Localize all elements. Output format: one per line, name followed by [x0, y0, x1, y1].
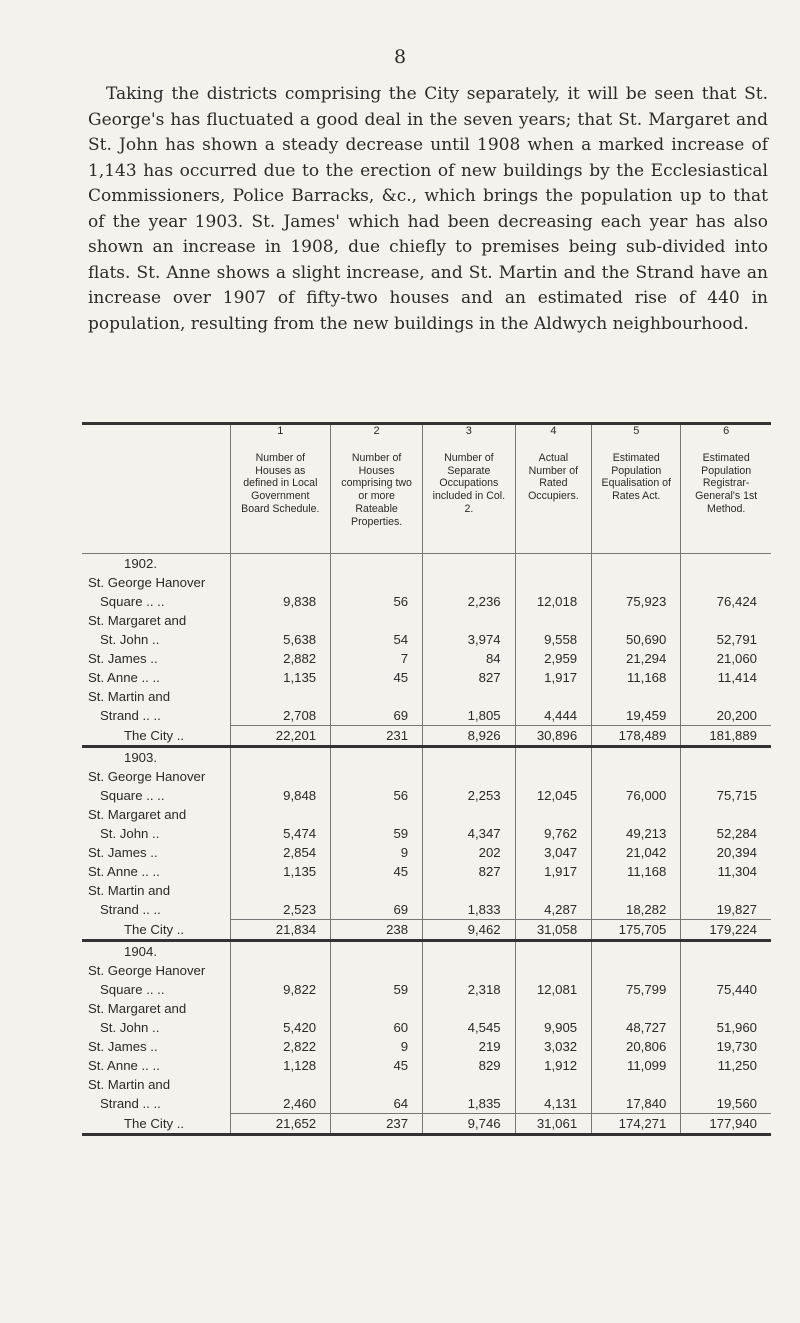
value-cell: 21,042: [592, 843, 681, 862]
value-cell: 11,099: [592, 1056, 681, 1075]
total-cell: 31,061: [515, 1114, 592, 1135]
empty-cell: [515, 767, 592, 786]
empty-cell: [681, 961, 771, 980]
empty-cell: [331, 881, 423, 900]
table-header: [82, 424, 771, 554]
empty-cell: [592, 941, 681, 962]
empty-cell: [331, 573, 423, 592]
empty-cell: [515, 554, 592, 574]
total-cell: 237: [331, 1114, 423, 1135]
empty-cell: [423, 941, 516, 962]
value-cell: 9,558: [515, 630, 592, 649]
district-label: St. Martin and: [88, 883, 171, 898]
value-cell: 1,912: [515, 1056, 592, 1075]
district-label: St. Martin and: [88, 1077, 171, 1092]
table-row: [82, 862, 771, 881]
value-cell: 9,905: [515, 1018, 592, 1037]
total-cell: 9,746: [423, 1114, 516, 1135]
year-row: [82, 941, 771, 962]
district-label: Square .. ..: [100, 788, 165, 803]
value-cell: 56: [331, 786, 423, 805]
value-cell: 11,168: [592, 668, 681, 687]
value-cell: 59: [331, 824, 423, 843]
total-cell: 21,834: [230, 920, 331, 941]
empty-cell: [331, 767, 423, 786]
empty-cell: [230, 554, 331, 574]
empty-cell: [681, 999, 771, 1018]
table-row: [82, 767, 771, 786]
empty-cell: [681, 805, 771, 824]
value-cell: 1,135: [230, 668, 331, 687]
value-cell: 2,253: [423, 786, 516, 805]
table-row: [82, 1037, 771, 1056]
empty-cell: [331, 805, 423, 824]
district-label: St. John ..: [100, 632, 160, 647]
empty-cell: [515, 1075, 592, 1094]
column-header: 6 Estimated Population Registrar-General's 1st Method.: [681, 424, 771, 554]
empty-cell: [681, 767, 771, 786]
empty-cell: [681, 881, 771, 900]
value-cell: 1,128: [230, 1056, 331, 1075]
value-cell: 48,727: [592, 1018, 681, 1037]
empty-cell: [592, 881, 681, 900]
value-cell: 52,284: [681, 824, 771, 843]
value-cell: 2,460: [230, 1094, 331, 1114]
empty-cell: [423, 747, 516, 768]
table-body: [82, 554, 771, 1137]
value-cell: 11,250: [681, 1056, 771, 1075]
district-label: Square .. ..: [100, 982, 165, 997]
district-label: Strand .. ..: [100, 1096, 161, 1112]
value-cell: 3,047: [515, 843, 592, 862]
value-cell: 4,444: [515, 706, 592, 726]
value-cell: 5,474: [230, 824, 331, 843]
header-blank: [82, 424, 230, 554]
empty-cell: [331, 747, 423, 768]
empty-cell: [681, 1075, 771, 1094]
total-cell: 238: [331, 920, 423, 941]
total-label: The City ..: [124, 727, 185, 743]
empty-cell: [230, 805, 331, 824]
population-table: [82, 422, 771, 1136]
empty-cell: [423, 805, 516, 824]
value-cell: 69: [331, 706, 423, 726]
table-row: [82, 805, 771, 824]
total-cell: 178,489: [592, 726, 681, 747]
total-cell: 31,058: [515, 920, 592, 941]
value-cell: 60: [331, 1018, 423, 1037]
year-row: [82, 747, 771, 768]
year-label: 1902.: [82, 554, 230, 574]
table-row: [82, 999, 771, 1018]
empty-cell: [681, 573, 771, 592]
value-cell: 2,959: [515, 649, 592, 668]
column-header: 4 Actual Number of Rated Occupiers.: [515, 424, 592, 554]
value-cell: 1,917: [515, 862, 592, 881]
value-cell: 52,791: [681, 630, 771, 649]
total-cell: 174,271: [592, 1114, 681, 1135]
table-row: [82, 1075, 771, 1094]
empty-cell: [515, 961, 592, 980]
district-label: St. George Hanover: [88, 575, 206, 590]
district-label: St. Anne .. ..: [88, 864, 160, 879]
value-cell: 1,135: [230, 862, 331, 881]
value-cell: 2,854: [230, 843, 331, 862]
column-header: 3 Number of Separate Occupations included in Col. 2.: [423, 424, 516, 554]
value-cell: 19,459: [592, 706, 681, 726]
empty-cell: [515, 611, 592, 630]
district-label: St. George Hanover: [88, 963, 206, 978]
value-cell: 69: [331, 900, 423, 920]
total-label: The City ..: [124, 921, 185, 937]
total-cell: 179,224: [681, 920, 771, 941]
value-cell: 54: [331, 630, 423, 649]
empty-cell: [230, 961, 331, 980]
value-cell: 9,762: [515, 824, 592, 843]
total-cell: 181,889: [681, 726, 771, 747]
empty-cell: [515, 999, 592, 1018]
district-label: St. Margaret and: [88, 807, 187, 822]
value-cell: 45: [331, 862, 423, 881]
empty-cell: [423, 573, 516, 592]
value-cell: 1,833: [423, 900, 516, 920]
year-label: 1903.: [82, 747, 230, 768]
value-cell: 21,060: [681, 649, 771, 668]
empty-cell: [515, 881, 592, 900]
empty-cell: [230, 767, 331, 786]
value-cell: 76,424: [681, 592, 771, 611]
empty-cell: [230, 747, 331, 768]
empty-cell: [230, 573, 331, 592]
table-row: [82, 649, 771, 668]
district-label: St. Anne .. ..: [88, 1058, 160, 1073]
table-row: [82, 706, 771, 726]
empty-cell: [592, 999, 681, 1018]
total-cell: 22,201: [230, 726, 331, 747]
total-label: The City ..: [124, 1115, 185, 1131]
empty-cell: [592, 1075, 681, 1094]
empty-cell: [331, 941, 423, 962]
empty-cell: [592, 767, 681, 786]
value-cell: 9: [331, 843, 423, 862]
empty-cell: [592, 687, 681, 706]
empty-cell: [681, 611, 771, 630]
empty-cell: [681, 941, 771, 962]
empty-cell: [592, 573, 681, 592]
district-label: St. James ..: [88, 1039, 158, 1054]
value-cell: 20,200: [681, 706, 771, 726]
value-cell: 827: [423, 862, 516, 881]
column-header: 1 Number of Houses as defined in Local Government Board Schedule.: [230, 424, 331, 554]
total-row: [82, 920, 771, 941]
empty-cell: [592, 961, 681, 980]
empty-cell: [230, 1075, 331, 1094]
empty-cell: [230, 941, 331, 962]
empty-cell: [230, 611, 331, 630]
value-cell: 1,835: [423, 1094, 516, 1114]
value-cell: 2,236: [423, 592, 516, 611]
empty-cell: [515, 573, 592, 592]
empty-cell: [331, 554, 423, 574]
value-cell: 21,294: [592, 649, 681, 668]
value-cell: 19,730: [681, 1037, 771, 1056]
total-cell: 30,896: [515, 726, 592, 747]
value-cell: 20,394: [681, 843, 771, 862]
value-cell: 2,523: [230, 900, 331, 920]
total-row: [82, 726, 771, 747]
empty-cell: [515, 805, 592, 824]
district-label: St. Margaret and: [88, 1001, 187, 1016]
value-cell: 76,000: [592, 786, 681, 805]
district-label: St. George Hanover: [88, 769, 206, 784]
rule-cell: [82, 1135, 771, 1137]
district-label: St. James ..: [88, 651, 158, 666]
value-cell: 3,032: [515, 1037, 592, 1056]
district-label: St. John ..: [100, 826, 160, 841]
district-label: Strand .. ..: [100, 708, 161, 724]
empty-cell: [515, 747, 592, 768]
empty-cell: [515, 687, 592, 706]
table-row: [82, 961, 771, 980]
value-cell: 3,974: [423, 630, 516, 649]
empty-cell: [331, 687, 423, 706]
empty-cell: [423, 881, 516, 900]
value-cell: 12,018: [515, 592, 592, 611]
total-cell: 177,940: [681, 1114, 771, 1135]
value-cell: 1,805: [423, 706, 516, 726]
value-cell: 219: [423, 1037, 516, 1056]
total-cell: 8,926: [423, 726, 516, 747]
table-row: [82, 980, 771, 999]
value-cell: 75,440: [681, 980, 771, 999]
value-cell: 4,545: [423, 1018, 516, 1037]
value-cell: 18,282: [592, 900, 681, 920]
bottom-rule: [82, 1135, 771, 1137]
empty-cell: [230, 687, 331, 706]
value-cell: 4,347: [423, 824, 516, 843]
empty-cell: [423, 767, 516, 786]
value-cell: 45: [331, 1056, 423, 1075]
value-cell: 59: [331, 980, 423, 999]
total-row: [82, 1114, 771, 1135]
value-cell: 11,168: [592, 862, 681, 881]
district-label: St. Martin and: [88, 689, 171, 704]
empty-cell: [230, 881, 331, 900]
column-header: 5 Estimated Population Equalisation of Rates Act.: [592, 424, 681, 554]
empty-cell: [230, 999, 331, 1018]
value-cell: 7: [331, 649, 423, 668]
year-row: [82, 554, 771, 574]
value-cell: 51,960: [681, 1018, 771, 1037]
empty-cell: [592, 747, 681, 768]
table-row: [82, 687, 771, 706]
value-cell: 2,708: [230, 706, 331, 726]
value-cell: 5,638: [230, 630, 331, 649]
year-label: 1904.: [82, 941, 230, 962]
value-cell: 1,917: [515, 668, 592, 687]
value-cell: 202: [423, 843, 516, 862]
empty-cell: [423, 961, 516, 980]
value-cell: 45: [331, 668, 423, 687]
value-cell: 84: [423, 649, 516, 668]
table-row: [82, 824, 771, 843]
empty-cell: [423, 611, 516, 630]
value-cell: 2,822: [230, 1037, 331, 1056]
table-row: [82, 843, 771, 862]
district-label: St. John ..: [100, 1020, 160, 1035]
empty-cell: [331, 961, 423, 980]
value-cell: 5,420: [230, 1018, 331, 1037]
empty-cell: [331, 1075, 423, 1094]
value-cell: 9,822: [230, 980, 331, 999]
value-cell: 50,690: [592, 630, 681, 649]
table-row: [82, 786, 771, 805]
value-cell: 9,848: [230, 786, 331, 805]
empty-cell: [592, 805, 681, 824]
value-cell: 75,923: [592, 592, 681, 611]
total-cell: 9,462: [423, 920, 516, 941]
total-cell: 175,705: [592, 920, 681, 941]
empty-cell: [423, 1075, 516, 1094]
empty-cell: [681, 747, 771, 768]
district-label: Strand .. ..: [100, 902, 161, 918]
value-cell: 75,799: [592, 980, 681, 999]
value-cell: 75,715: [681, 786, 771, 805]
value-cell: 12,081: [515, 980, 592, 999]
empty-cell: [423, 554, 516, 574]
table-row: [82, 573, 771, 592]
value-cell: 827: [423, 668, 516, 687]
value-cell: 56: [331, 592, 423, 611]
empty-cell: [681, 554, 771, 574]
district-label: Square .. ..: [100, 594, 165, 609]
total-cell: 21,652: [230, 1114, 331, 1135]
value-cell: 17,840: [592, 1094, 681, 1114]
value-cell: 829: [423, 1056, 516, 1075]
column-header: 2 Number of Houses comprising two or more Rateable Properties.: [331, 424, 423, 554]
value-cell: 2,318: [423, 980, 516, 999]
table-row: [82, 1056, 771, 1075]
value-cell: 64: [331, 1094, 423, 1114]
value-cell: 9,838: [230, 592, 331, 611]
value-cell: 9: [331, 1037, 423, 1056]
value-cell: 19,560: [681, 1094, 771, 1114]
value-cell: 49,213: [592, 824, 681, 843]
table-row: [82, 668, 771, 687]
value-cell: 12,045: [515, 786, 592, 805]
empty-cell: [423, 999, 516, 1018]
total-cell: 231: [331, 726, 423, 747]
table-row: [82, 881, 771, 900]
value-cell: 4,131: [515, 1094, 592, 1114]
value-cell: 20,806: [592, 1037, 681, 1056]
table-row: [82, 1018, 771, 1037]
intro-paragraph: Taking the districts comprising the City separately, it will be seen that St. George's has fluctuated a good deal in the seven years; that St. Margaret and St. John has shown a steady decrease until 1908 when a marked increase of 1,143 has occurred due to the erection of new buildings by the Ecclesiastical Commissioners, Police Barracks, &c., which brings the population up to that of the year 1903. St. James' which had been decreasing each year has also shown an increase in 1908, due chiefly to premises being sub-divided into flats. St. Anne shows a slight increase, and St. Martin and the Strand have an increase over 1907 of fifty-two houses and an estimated rise of 440 in population, resulting from the new buildings in the Aldwych neighbourhood.: [88, 84, 768, 334]
empty-cell: [331, 999, 423, 1018]
empty-cell: [592, 611, 681, 630]
table-row: [82, 592, 771, 611]
page-number: 8: [393, 46, 407, 68]
value-cell: 2,882: [230, 649, 331, 668]
empty-cell: [515, 941, 592, 962]
district-label: St. James ..: [88, 845, 158, 860]
empty-cell: [423, 687, 516, 706]
value-cell: 19,827: [681, 900, 771, 920]
value-cell: 11,304: [681, 862, 771, 881]
empty-cell: [681, 687, 771, 706]
district-label: St. Margaret and: [88, 613, 187, 628]
value-cell: 4,287: [515, 900, 592, 920]
table-row: [82, 630, 771, 649]
table-row: [82, 1094, 771, 1114]
empty-cell: [331, 611, 423, 630]
empty-cell: [592, 554, 681, 574]
district-label: St. Anne .. ..: [88, 670, 160, 685]
table-row: [82, 611, 771, 630]
table-row: [82, 900, 771, 920]
value-cell: 11,414: [681, 668, 771, 687]
